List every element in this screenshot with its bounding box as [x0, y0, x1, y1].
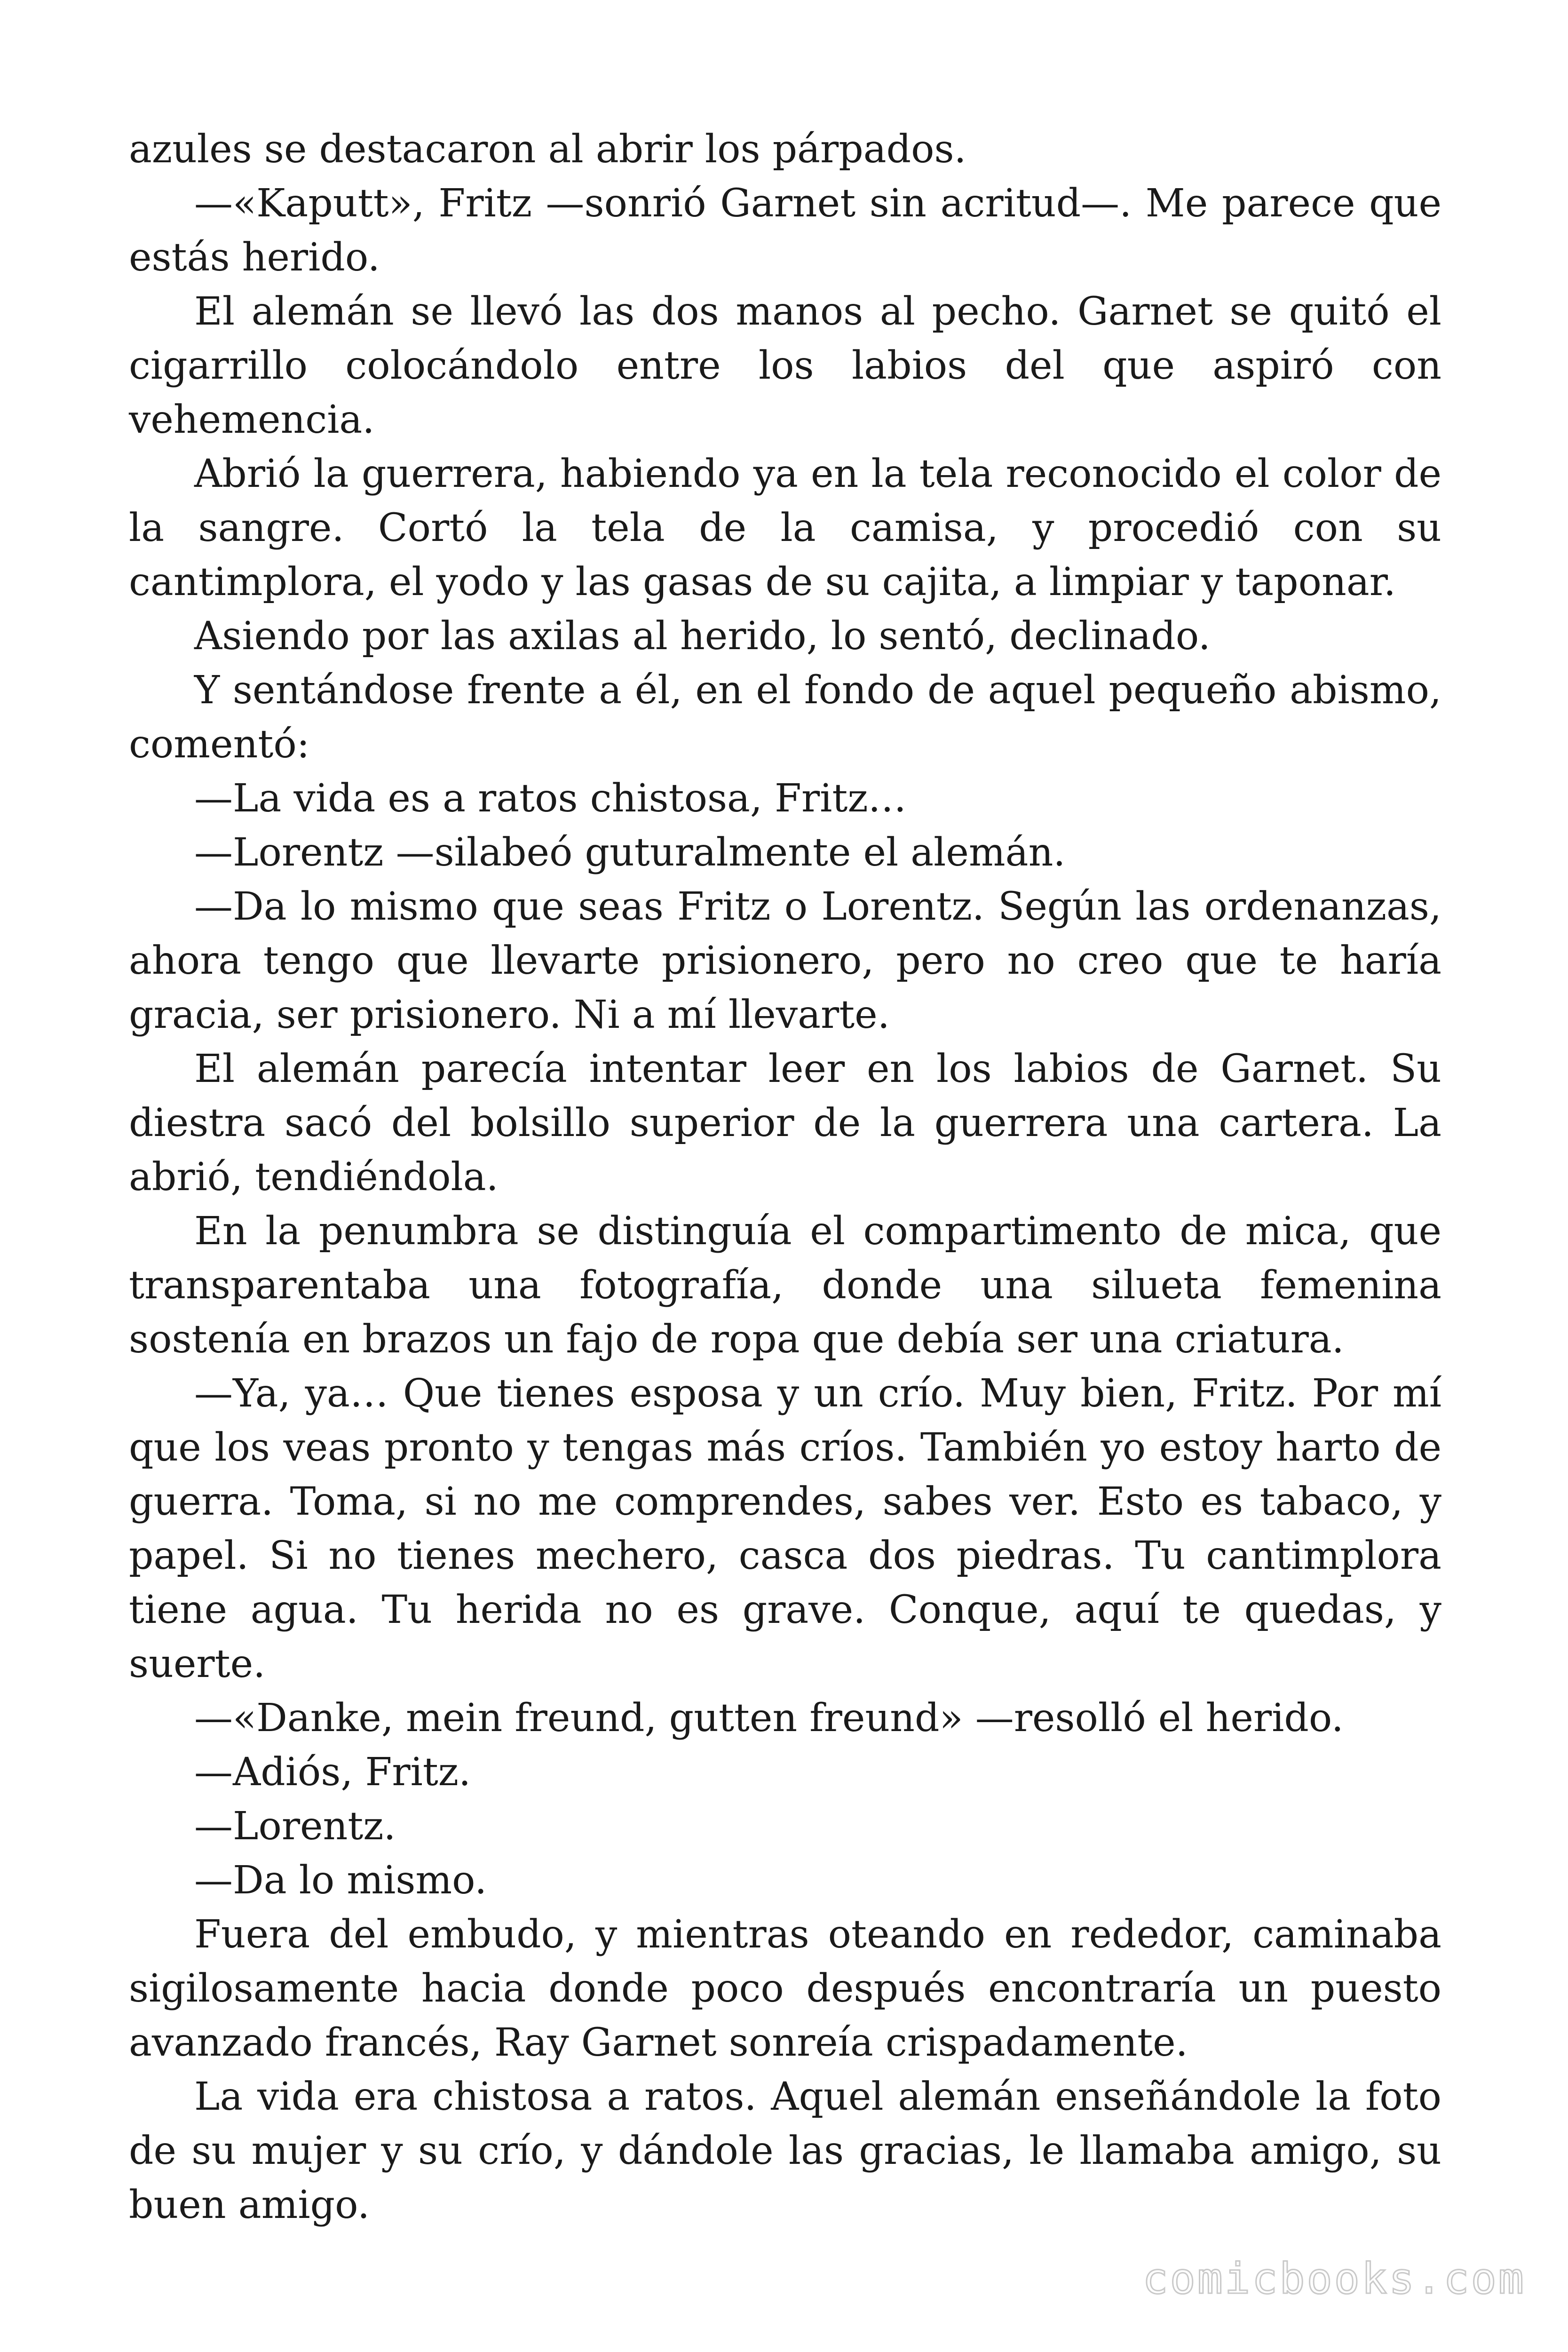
paragraph: La vida era chistosa a ratos. Aquel alemán enseñándole la foto de su mujer y su crío, y dándole las gracias, le llamaba amigo, su buen amigo. — [129, 2074, 1441, 2227]
paragraph: Y sentándose frente a él, en el fondo de aquel pequeño abismo, comentó: — [129, 668, 1441, 767]
paragraph: Asiendo por las axilas al herido, lo sentó, declinado. — [194, 614, 1211, 659]
paragraph: —Ya, ya… Que tienes esposa y un crío. Muy bien, Fritz. Por mí que los veas pronto y tengas más críos. También yo estoy harto de guerra. Toma, si no me comprendes, sabes ver. Esto es tabaco, y papel. Si no tienes mechero, casca dos piedras. Tu cantimplora tiene agua. Tu herida no es grave. Conque, aquí te quedas, y suerte. — [129, 1371, 1441, 1686]
paragraph: Fuera del embudo, y mientras oteando en rededor, caminaba sigilosamente hacia donde poco después encontraría un puesto avanzado francés, Ray Garnet sonreía crispadamente. — [129, 1912, 1441, 2065]
watermark-text: comicbooks.com — [1142, 2254, 1526, 2304]
paragraph: azules se destacaron al abrir los párpados. — [129, 127, 966, 172]
paragraph: —«Kaputt», Fritz —sonrió Garnet sin acritud—. Me parece que estás herido. — [129, 181, 1441, 280]
paragraph: —La vida es a ratos chistosa, Fritz… — [194, 776, 907, 821]
paragraph: En la penumbra se distinguía el compartimento de mica, que transparentaba una fotografía, donde una silueta femenina sostenía en brazos un fajo de ropa que debía ser una criatura. — [129, 1209, 1441, 1362]
paragraph: —Lorentz. — [194, 1804, 396, 1849]
paragraph: —Adiós, Fritz. — [194, 1750, 471, 1795]
paragraph: El alemán se llevó las dos manos al pecho. Garnet se quitó el cigarrillo colocándolo entre los labios del que aspiró con vehemencia. — [129, 289, 1441, 442]
paragraph: Abrió la guerrera, habiendo ya en la tela reconocido el color de la sangre. Cortó la tela de la camisa, y procedió con su cantimplora, el yodo y las gasas de su cajita, a limpiar y taponar. — [129, 452, 1441, 604]
paragraph: —Lorentz —silabeó guturalmente el alemán. — [194, 830, 1066, 875]
paragraph: El alemán parecía intentar leer en los labios de Garnet. Su diestra sacó del bolsillo superior de la guerrera una cartera. La abrió, tendiéndola. — [129, 1047, 1441, 1200]
page-body — [129, 122, 1441, 2232]
paragraph: —«Danke, mein freund, gutten freund» —resolló el herido. — [194, 1696, 1344, 1740]
paragraph: —Da lo mismo que seas Fritz o Lorentz. Según las ordenanzas, ahora tengo que llevarte prisionero, pero no creo que te haría gracia, ser prisionero. Ni a mí llevarte. — [129, 884, 1441, 1037]
paragraph: —Da lo mismo. — [194, 1858, 487, 1903]
